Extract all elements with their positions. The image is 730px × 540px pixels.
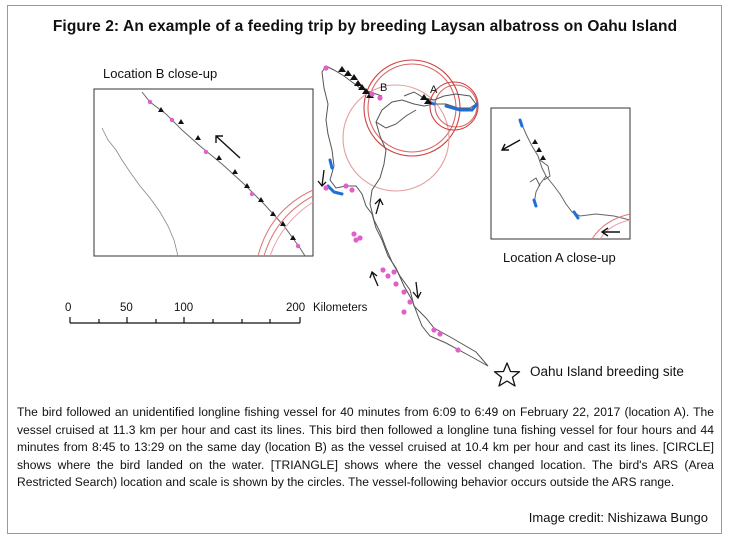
- landing-point: [401, 289, 406, 294]
- landing-point: [391, 269, 396, 274]
- triangle-marker: [338, 66, 346, 72]
- inset-b: [94, 89, 313, 256]
- landing-point: [393, 281, 398, 286]
- arrow-down-icon: [318, 170, 326, 186]
- scale-tick-label: 200: [286, 302, 306, 314]
- track-line: [370, 100, 488, 366]
- ars-circles: [343, 60, 478, 191]
- blue-segment: [520, 120, 522, 126]
- scale-bar: [70, 317, 300, 323]
- figure-title: Figure 2: An example of a feeding trip by breeding Laysan albatross on Oahu Island: [52, 18, 678, 35]
- scale-tick-label: 0: [65, 302, 72, 314]
- inset-b-label: Location B close-up: [103, 66, 218, 81]
- scale-tick-label: 50: [120, 302, 133, 314]
- landing-point: [296, 244, 300, 248]
- arrow-up-icon: [375, 199, 383, 214]
- inset-a: [491, 108, 630, 239]
- landing-point: [401, 309, 406, 314]
- image-credit: Image credit: Nishizawa Bungo: [528, 510, 708, 525]
- landing-point: [204, 150, 208, 154]
- scale-unit-label: Kilometers: [313, 302, 368, 314]
- location-b-marker: B: [380, 82, 388, 94]
- landing-point: [170, 118, 174, 122]
- landing-point: [323, 65, 328, 70]
- landing-point: [343, 183, 348, 188]
- landing-point: [431, 327, 436, 332]
- figure-caption: The bird followed an unidentified longline fishing vessel for 40 minutes from 6:09 to 6:49 on February 22, 2017 (location A). The vessel cruised at 11.3 km per hour and cast its lines. This bird then followed a longline tuna fishing vessel for four hours and 44 minutes from 8:45 to 13:29 on the same day (location B) as the vessel cruised at 10.4 km per hour and cast its lines. [CIRCLE] shows where the bird landed on the water. [TRIANGLE] shows where the vessel changed location. The bird's ARS (Area Restricted Search) location and scale is shown by the circles. The vessel-following behavior occurs outside the ARS range.: [17, 405, 714, 490]
- landing-point: [250, 192, 254, 196]
- blue-segment: [330, 160, 332, 168]
- landing-point: [351, 231, 356, 236]
- inset-a-label: Location A close-up: [503, 250, 616, 265]
- arrow-up-icon: [370, 272, 378, 286]
- scale-tick-label: 100: [174, 302, 194, 314]
- landing-point: [437, 331, 442, 336]
- star-icon: [495, 363, 520, 386]
- landing-point: [369, 91, 374, 96]
- track-line: [376, 110, 416, 128]
- landing-point: [380, 267, 385, 272]
- landing-point: [377, 95, 382, 100]
- inset-a-box: [491, 108, 630, 239]
- landing-point: [148, 100, 152, 104]
- triangle-marker: [354, 80, 362, 86]
- track-line: [404, 92, 476, 104]
- star-legend-label: Oahu Island breeding site: [530, 364, 684, 379]
- arrow-down-icon: [413, 282, 421, 298]
- landing-point: [407, 299, 412, 304]
- inset-b-box: [94, 89, 313, 256]
- landing-point: [385, 273, 390, 278]
- location-a-marker: A: [430, 84, 438, 96]
- blue-segment: [534, 200, 536, 206]
- direction-arrows: [318, 170, 421, 298]
- ars-circle: [364, 60, 460, 156]
- blue-segments: [328, 102, 477, 194]
- landing-point: [357, 235, 362, 240]
- landing-point: [323, 185, 328, 190]
- landing-point: [455, 347, 460, 352]
- landing-point: [349, 187, 354, 192]
